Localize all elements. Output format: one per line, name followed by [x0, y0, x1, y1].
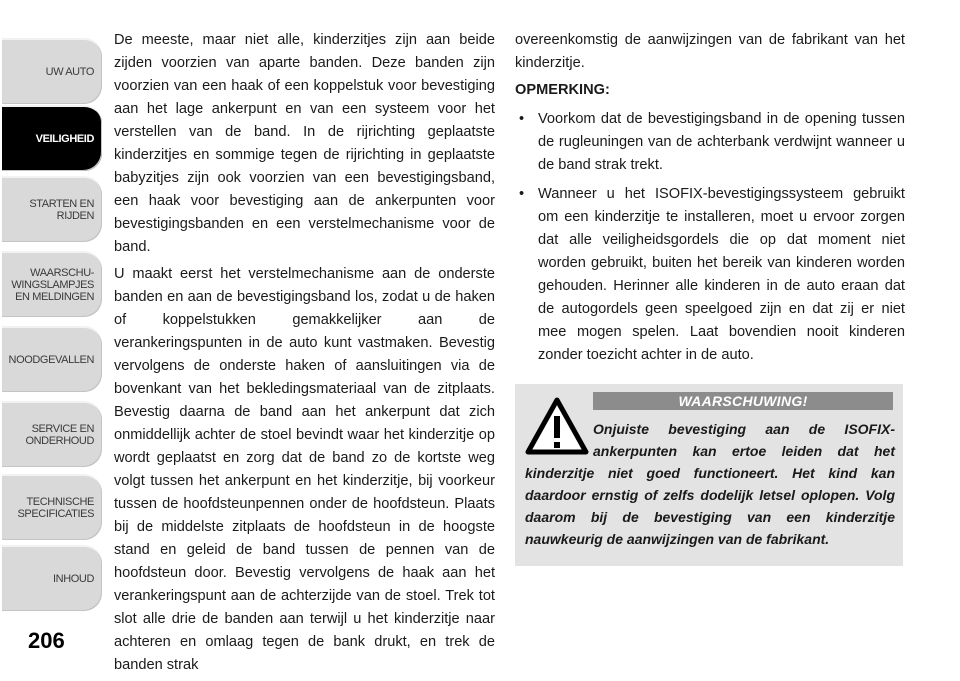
- continuation-text: overeenkomstig de aanwijzingen van de fabrikant van het kinderzitje.: [515, 32, 905, 71]
- tab-label-line1: SERVICE EN: [31, 423, 94, 435]
- tab-label: UW AUTO: [45, 66, 94, 78]
- sidebar-tabs: [0, 0, 104, 620]
- tab-starten-en-rijden[interactable]: [2, 176, 102, 242]
- note-heading: OPMERKING:: [515, 82, 610, 98]
- note-item: • Wanneer u het ISOFIX-bevestigingssysteem gebruikt om een kinderzitje te installeren, moet u ervoor zorgen dat alle veiligheidsgordels die op dat moment niet worden gebruikt, buiten het bereik van kinderen worden gehouden. Herinner alle kinderen in de auto eraan dat de autogordels geen speelgoed zijn en dat zij er niet mee mogen spelen. Laat bovendien nooit kinderen zonder toezicht achter in de auto.: [515, 183, 905, 367]
- warning-box: [515, 384, 903, 566]
- tab-label-line1: STARTEN EN: [29, 198, 94, 210]
- note-list: [515, 108, 905, 367]
- page-number: 206: [28, 628, 65, 653]
- tab-label-line2: ONDERHOUD: [25, 435, 94, 447]
- tab-uw-auto[interactable]: [2, 38, 102, 104]
- tab-inhoud[interactable]: [2, 545, 102, 611]
- left-column: [114, 29, 495, 681]
- tab-label-line3: EN MELDINGEN: [15, 291, 94, 303]
- tab-label: INHOUD: [53, 573, 94, 585]
- tab-label-line2: SPECIFICATIES: [17, 508, 94, 520]
- tab-label-line2: WINGSLAMPJES: [11, 279, 94, 291]
- tab-waarschuwingslampjes[interactable]: [2, 251, 102, 317]
- paragraph: De meeste, maar niet alle, kinderzitjes zijn aan beide zijden voorzien van aparte banden. Deze banden zijn voorzien van een haak of een koppelstuk voor bevestiging aan het lage ankerpunt en van een systeem voor het verstellen van de band. In de rijrichting geplaatste kinderzitjes en sommige tegen de rijrichting in geplaatste babyzitjes zijn ook voorzien van een bevestigingsband, een haak voor bevestiging aan de ankerpunten voor bevestigingsbanden en een verstelmechanisme voor de band.: [114, 32, 495, 255]
- paragraph: U maakt eerst het verstelmechanisme aan de onderste banden en aan de bevestigingsband los, zodat u de haken of koppelstukken gemakkelijker aan de verankeringspunten in de auto kunt vastmaken. Bevestig vervolgens de onderste haken of aansluitingen via de bovenkant van het bekledingsmateriaal van de zitplaats. Bevestig daarna de band aan het ankerpunt dat zich onmiddellijk achter de stoel bevindt waar het kinderzitje op wordt geplaatst en zorg dat de band zo de kortste weg volgt tussen het ankerpunt en het kinderzitje, bij voorkeur tussen de hoofdsteunpennen onder de hoofdsteun. Plaats bij de middelste zitplaats de hoofdsteun in de hoogste stand en geleid de band tussen de pennen van de hoofdsteun door. Bevestig vervolgens de haak aan het verankeringspunt aan de achterzijde van de stoel. Trek tot slot alle drie de banden aan terwijl u het kinderzitje naar achteren en omlaag tegen de bank drukt, en trek de banden strak: [114, 266, 495, 673]
- tab-label-line2: RIJDEN: [56, 210, 94, 222]
- note-item: • Voorkom dat de bevestigingsband in de opening tussen de rugleuningen van de achterbank verdwijnt wanneer u de band strak trekt.: [515, 108, 905, 177]
- tab-label: VEILIGHEID: [35, 133, 94, 145]
- tab-service-en-onderhoud[interactable]: [2, 401, 102, 467]
- warning-title: WAARSCHUWING!: [593, 392, 893, 410]
- right-column: [515, 29, 905, 373]
- tab-technische-specificaties[interactable]: [2, 474, 102, 540]
- warning-text-block: [525, 418, 895, 550]
- tab-label-line1: WAARSCHU-: [30, 267, 94, 279]
- warning-text: Onjuiste bevestiging aan de ISOFIX-ankerpunten kan ertoe leiden dat het kinderzitje niet goed functioneert. Het kind kan daardoor ernstig of zelfs dodelijk letsel oplopen. Volg daarom bij de bevestiging van een kinderzitje nauwkeurig de aanwijzingen van de fabrikant.: [525, 421, 895, 547]
- tab-noodgevallen[interactable]: [2, 326, 102, 392]
- tab-label: NOODGEVALLEN: [8, 354, 94, 366]
- tab-veiligheid[interactable]: [2, 105, 102, 171]
- tab-label-line1: TECHNISCHE: [26, 496, 94, 508]
